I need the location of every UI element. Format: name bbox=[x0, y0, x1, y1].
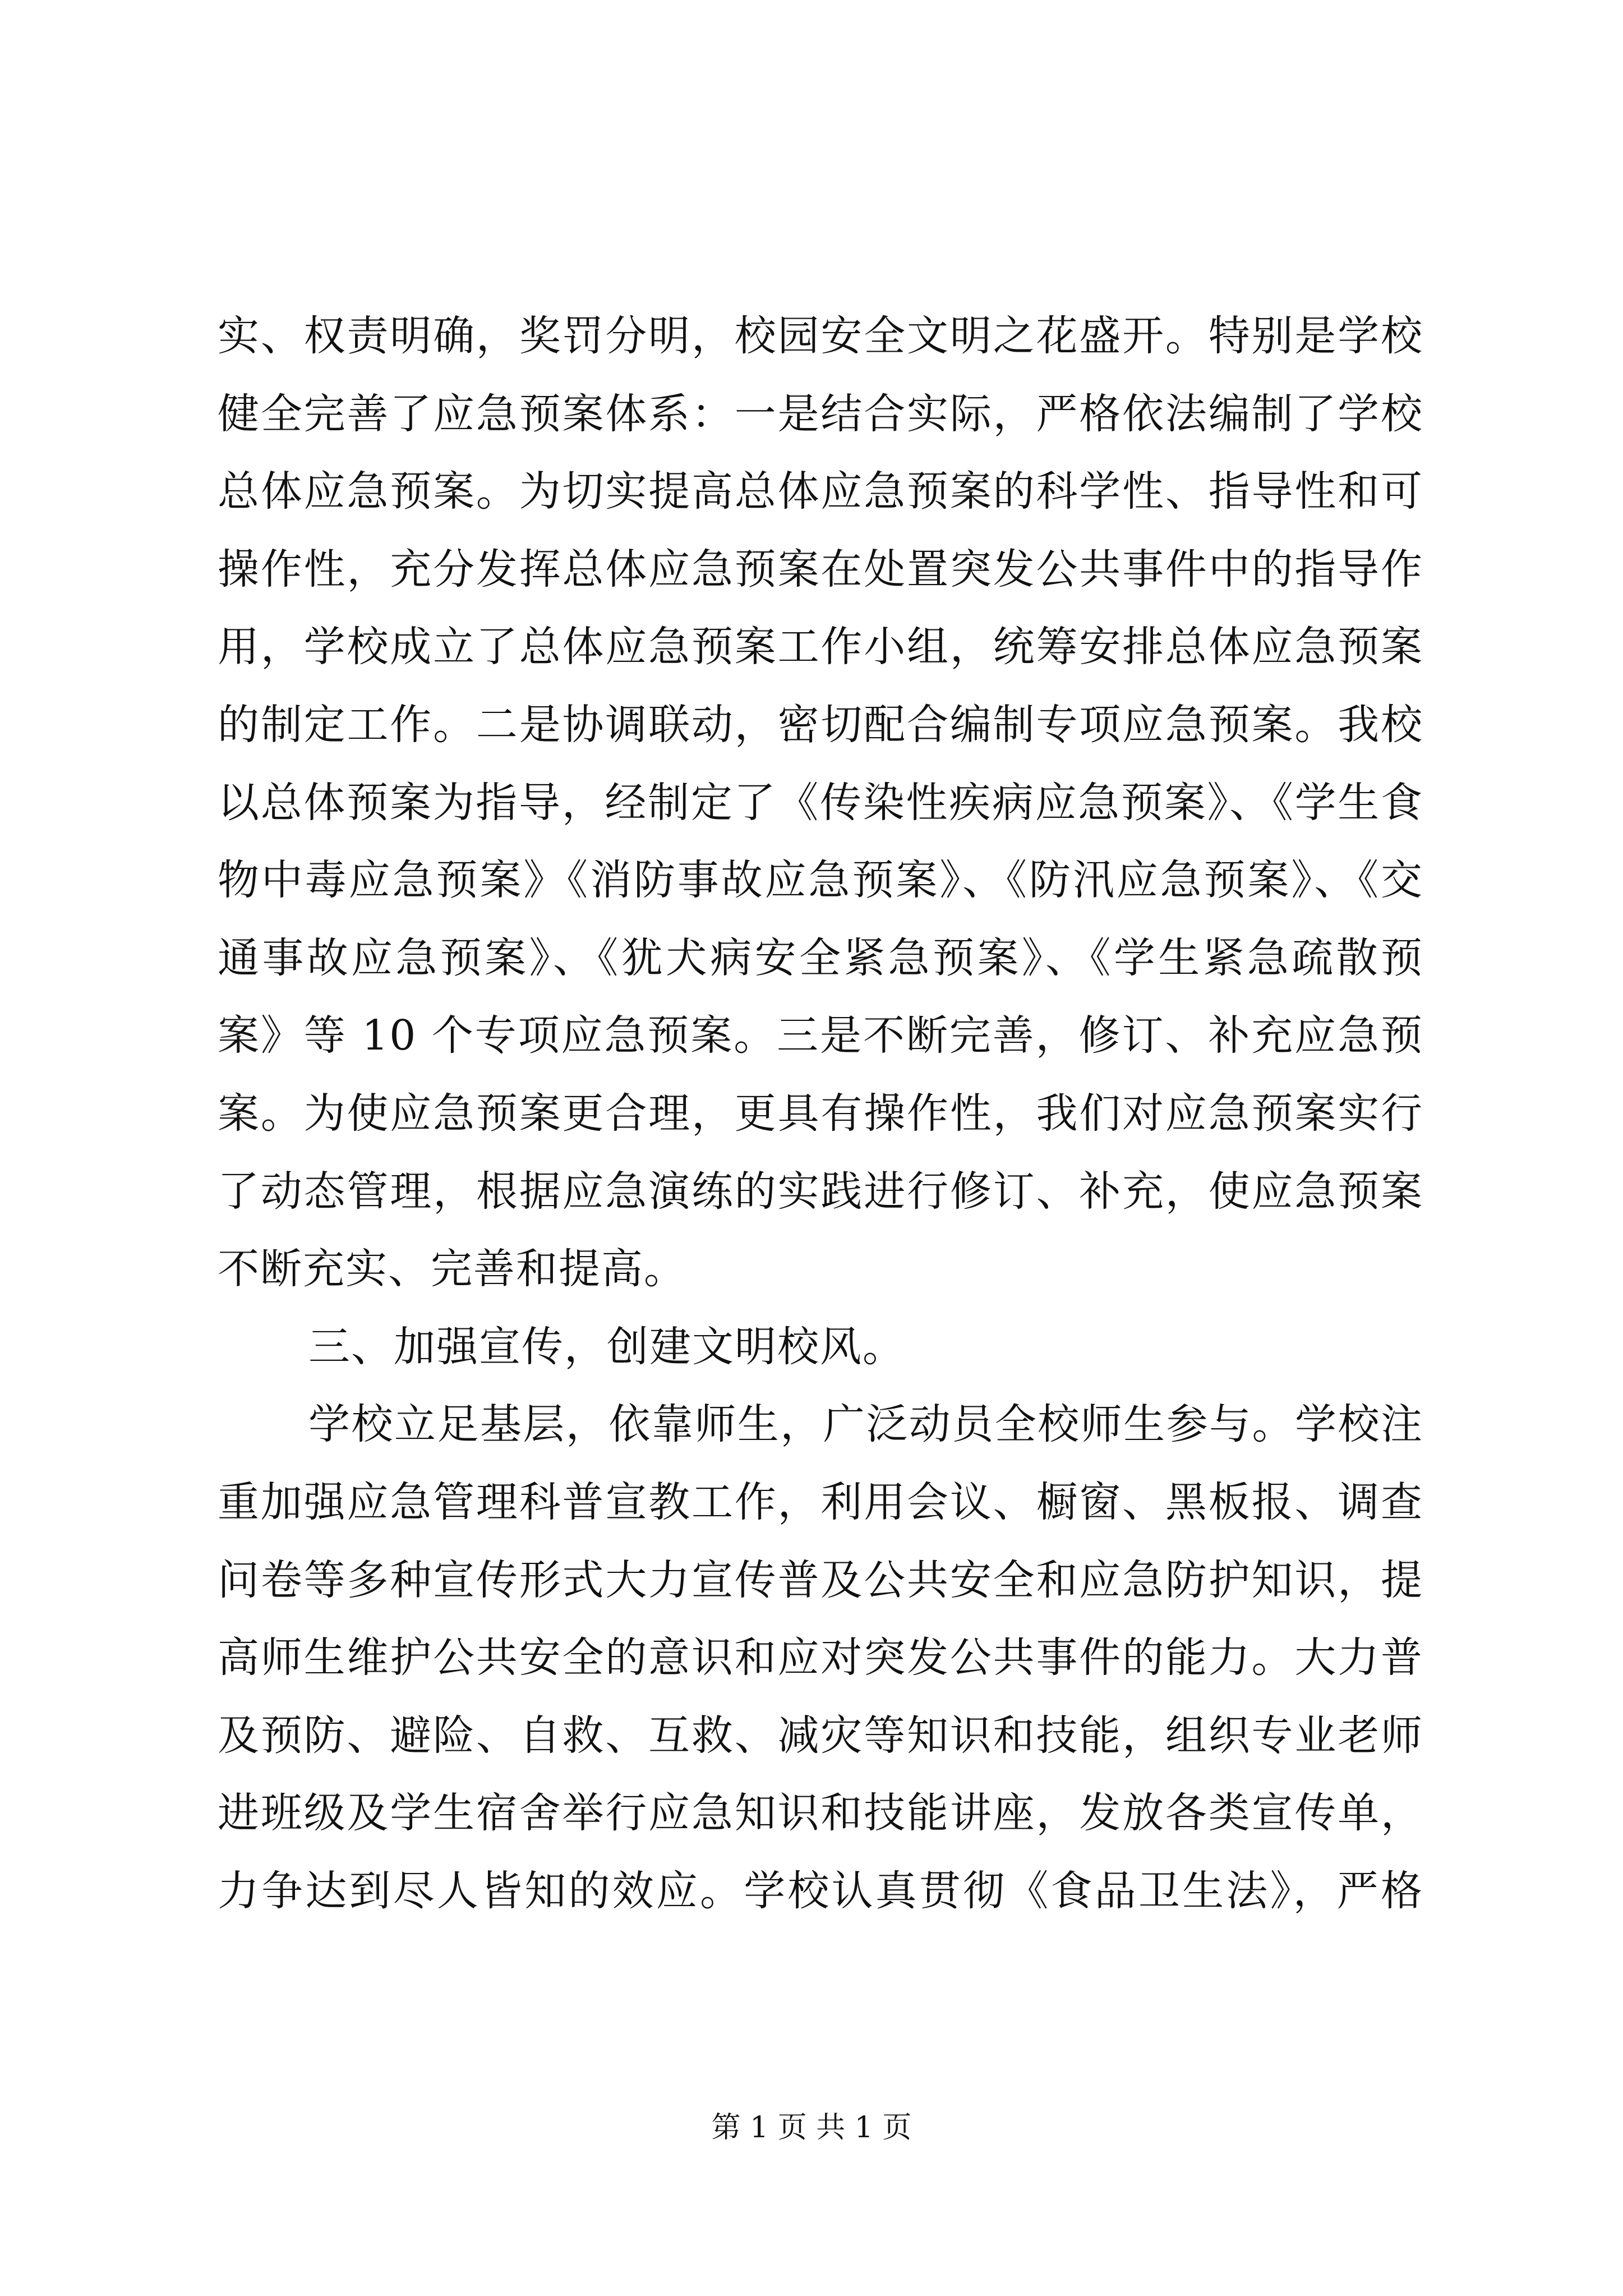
page-footer: 第 1 页 共 1 页 bbox=[711, 2111, 912, 2145]
text-line: 案。为使应急预案更合理，更具有操作性，我们对应急预案实行 bbox=[218, 1089, 1423, 1138]
text-line: 物中毒应急预案》《消防事故应急预案》、《防汛应急预案》、《交 bbox=[218, 856, 1423, 905]
text-line: 以总体预案为指导，经制定了《传染性疾病应急预案》、《学生食 bbox=[218, 778, 1423, 827]
text-line: 的制定工作。二是协调联动，密切配合编制专项应急预案。我校 bbox=[218, 700, 1423, 749]
text-line: 及预防、避险、自救、互救、减灾等知识和技能，组织专业老师 bbox=[218, 1711, 1423, 1760]
text-line: 通事故应急预案》、《犹犬病安全紧急预案》、《学生紧急疏散预 bbox=[218, 933, 1423, 982]
text-line: 重加强应急管理科普宣教工作，利用会议、橱窗、黑板报、调查 bbox=[218, 1478, 1423, 1526]
text-line: 不断充实、完善和提高。 bbox=[218, 1245, 686, 1294]
text-line: 了动态管理，根据应急演练的实践进行修订、补充，使应急预案 bbox=[218, 1167, 1423, 1216]
text-line: 学校立足基层，依靠师生，广泛动员全校师生参与。学校注 bbox=[308, 1400, 1423, 1449]
section-heading: 三、加强宣传，创建文明校风。 bbox=[308, 1322, 905, 1371]
body-text bbox=[218, 297, 1423, 1930]
text-line: 问卷等多种宣传形式大力宣传普及公共安全和应急防护知识，提 bbox=[218, 1556, 1423, 1604]
text-line: 高师生维护公共安全的意识和应对突发公共事件的能力。大力普 bbox=[218, 1634, 1423, 1682]
text-line: 总体应急预案。为切实提高总体应急预案的科学性、指导性和可 bbox=[218, 467, 1423, 516]
text-line: 健全完善了应急预案体系：一是结合实际，严格依法编制了学校 bbox=[218, 389, 1423, 438]
text-line: 用，学校成立了总体应急预案工作小组，统筹安排总体应急预案 bbox=[218, 623, 1423, 671]
text-line: 实、权责明确，奖罚分明，校园安全文明之花盛开。特别是学校 bbox=[218, 312, 1423, 360]
text-line: 进班级及学生宿舍举行应急知识和技能讲座，发放各类宣传单， bbox=[218, 1789, 1423, 1838]
text-line: 操作性，充分发挥总体应急预案在处置突发公共事件中的指导作 bbox=[218, 545, 1423, 593]
text-line: 案》等 10 个专项应急预案。三是不断完善，修订、补充应急预 bbox=[218, 1011, 1423, 1060]
text-line: 力争达到尽人皆知的效应。学校认真贯彻《食品卫生法》，严格 bbox=[218, 1866, 1423, 1915]
